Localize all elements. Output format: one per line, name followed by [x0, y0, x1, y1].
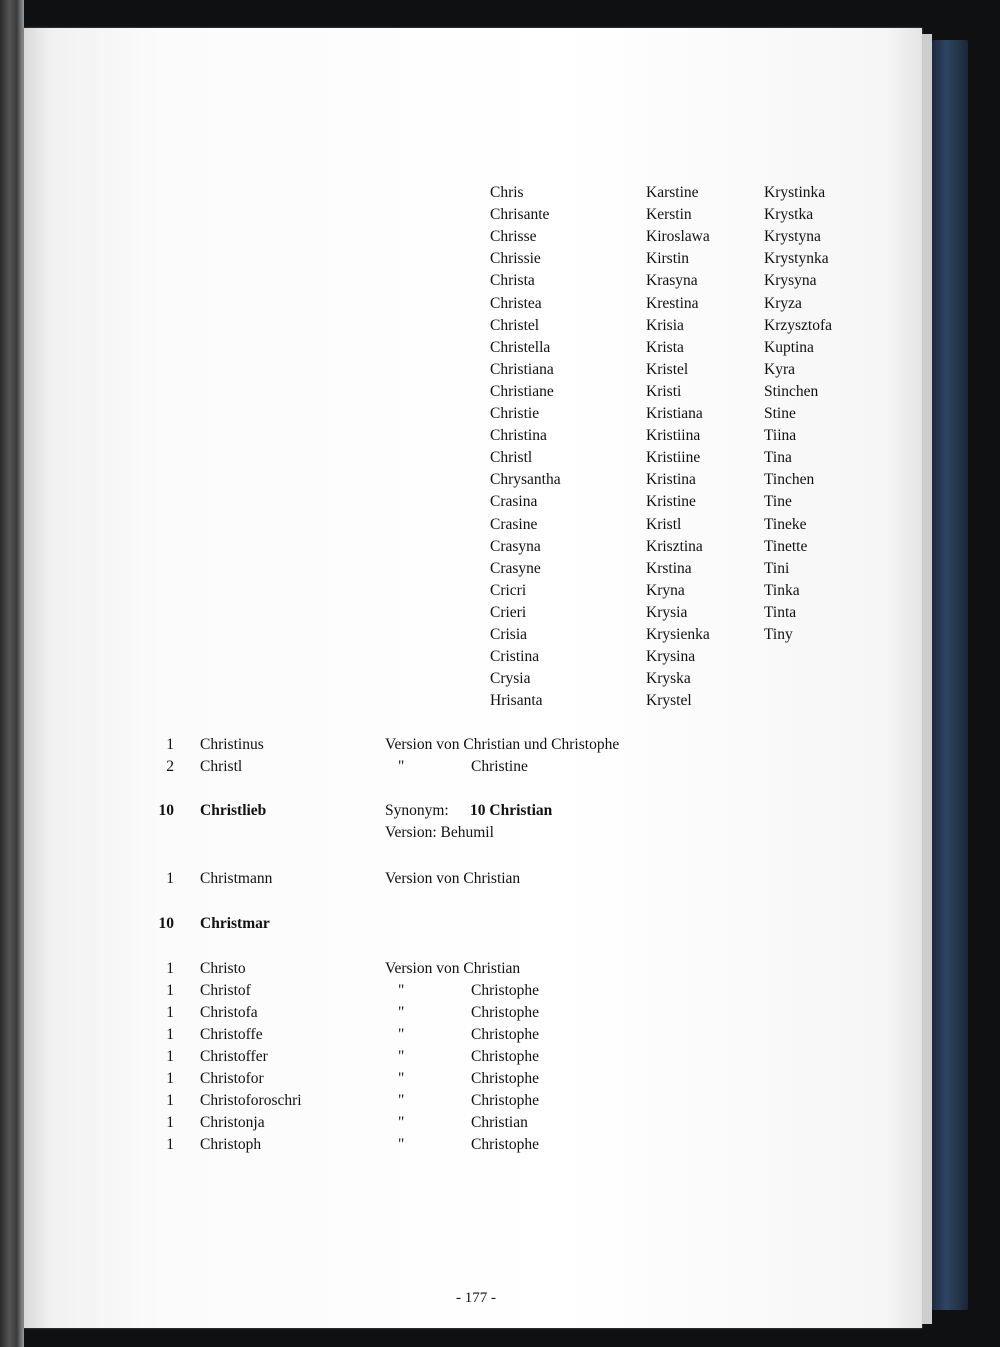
name-list-item: Kristl: [646, 515, 682, 533]
name-list-item: Cristina: [490, 648, 540, 666]
name-list-item: Kristel: [646, 360, 689, 378]
entry-name: Christl: [200, 758, 243, 775]
name-list-item: Tine: [764, 493, 792, 511]
name-list-item: Christiane: [490, 382, 554, 400]
entry-name: Christo: [200, 960, 246, 977]
entry-name: Christinus: [200, 736, 264, 753]
name-list-item: Kryna: [646, 581, 685, 599]
entry-count: 1: [166, 1070, 174, 1087]
name-list-item: Christiana: [490, 360, 554, 378]
entry-count: 1: [166, 1004, 174, 1021]
name-list-item: Chrisse: [490, 228, 537, 246]
name-list-item: Krzysztofa: [764, 316, 832, 334]
entry-name: Christoffe: [200, 1026, 263, 1043]
entry-note: Christophe: [471, 1070, 540, 1087]
page-edge-stack: [922, 34, 932, 1324]
entry-note: Synonym:: [385, 802, 449, 819]
name-list-item: Krestina: [646, 294, 699, 312]
book-spine-left: [0, 0, 24, 1347]
name-list-item: Christel: [490, 316, 540, 334]
entry-name: Christof: [200, 982, 251, 999]
entry-count: 10: [158, 915, 174, 932]
name-list-item: Christea: [490, 294, 542, 312]
entry-name: Christoph: [200, 1136, 262, 1153]
name-list-item: Christl: [490, 449, 533, 467]
entry-note: Christophe: [471, 1048, 540, 1065]
entry-note: Christine: [471, 758, 528, 775]
name-list-item: Hrisanta: [490, 692, 543, 710]
name-list-item: Christella: [490, 338, 551, 356]
entry-note: Version von Christian: [385, 960, 521, 977]
name-list-item: Crasyna: [490, 537, 541, 555]
entry-note: Christophe: [471, 1092, 540, 1109]
name-list-item: Kristina: [646, 471, 696, 489]
entry-note: Christophe: [471, 1004, 540, 1021]
name-list-item: Krisztina: [646, 537, 703, 555]
name-list-item: Christie: [490, 405, 540, 422]
name-list-item: Tineke: [764, 515, 807, 533]
ditto-mark: ": [398, 1048, 405, 1065]
entry-count: 10: [158, 802, 174, 819]
name-list-item: Crasina: [490, 493, 538, 511]
name-list-item: Krista: [646, 338, 684, 356]
name-list-item: Krysienka: [646, 626, 710, 643]
entry-note: Version von Christian: [385, 870, 521, 887]
name-list-item: Cricri: [490, 581, 527, 599]
entry-count: 1: [166, 1114, 174, 1131]
name-list-item: Krystka: [764, 206, 814, 224]
name-list-item: Tiny: [764, 626, 793, 643]
name-list-item: Kryza: [764, 294, 802, 312]
ditto-mark: ": [398, 1092, 405, 1109]
name-list-item: Kerstin: [646, 206, 692, 224]
name-list-item: Chrisante: [490, 206, 550, 224]
name-list-item: Kryska: [646, 670, 691, 688]
name-list-item: Tinette: [764, 537, 808, 555]
name-list-item: Stinchen: [764, 382, 819, 400]
name-list-item: Kyra: [764, 360, 795, 378]
name-list-item: Krystyna: [764, 228, 821, 246]
name-list-item: Christa: [490, 272, 535, 290]
name-list-item: Kuptina: [764, 338, 814, 356]
entry-synonym: 10 Christian: [470, 802, 553, 819]
entry-name: Christofa: [200, 1004, 258, 1021]
entry-note: Christian: [471, 1114, 528, 1131]
ditto-mark: ": [398, 1136, 405, 1153]
name-list-item: Crieri: [490, 603, 527, 621]
entry-name: Christonja: [200, 1114, 265, 1131]
ditto-mark: ": [398, 1114, 405, 1131]
name-list-item: Christina: [490, 427, 547, 445]
name-list-item: Stine: [764, 405, 796, 422]
name-list-item: Krystel: [646, 692, 692, 710]
name-list-item: Krstina: [646, 559, 692, 577]
name-list-item: Krystynka: [764, 250, 829, 268]
entry-count: 1: [166, 1026, 174, 1043]
name-list-item: Kirstin: [646, 250, 690, 268]
entry-name: Christlieb: [200, 802, 267, 819]
entry-note: Version von Christian und Christophe: [385, 736, 620, 753]
entry-count: 1: [166, 1136, 174, 1153]
name-list-item: Karstine: [646, 184, 699, 201]
entry-name: Christmar: [200, 915, 270, 932]
name-list-item: Kristiine: [646, 449, 701, 467]
name-list-item: Chrysantha: [490, 471, 561, 489]
page-number: - 177 -: [456, 1290, 496, 1306]
name-list-item: Tiina: [764, 427, 797, 445]
name-list-item: Crasyne: [490, 559, 541, 577]
name-list-item: Krisia: [646, 316, 684, 334]
entry-name: Christoffer: [200, 1048, 268, 1065]
entry-count: 1: [166, 982, 174, 999]
entry-note: Version: Behumil: [385, 824, 494, 841]
name-list-item: Kristiina: [646, 427, 701, 445]
entry-count: 1: [166, 960, 174, 977]
name-list-item: Tini: [764, 559, 790, 577]
name-list-item: Krysyna: [764, 272, 817, 290]
name-list-item: Chris: [490, 184, 524, 201]
entry-count: 1: [166, 870, 174, 887]
name-list-item: Kristiana: [646, 405, 703, 422]
ditto-mark: ": [398, 758, 405, 775]
name-list-item: Crisia: [490, 626, 528, 643]
name-list-item: Tinka: [764, 581, 800, 599]
entry-name: Christoforoschri: [200, 1092, 302, 1109]
name-list-item: Kristine: [646, 493, 696, 511]
entry-name: Christmann: [200, 870, 273, 887]
name-list-item: Chrissie: [490, 250, 541, 268]
name-list-item: Kristi: [646, 382, 682, 400]
name-list-item: Krasyna: [646, 272, 698, 290]
name-list-item: Tinchen: [764, 471, 815, 489]
ditto-mark: ": [398, 1026, 405, 1043]
name-list-item: Krystinka: [764, 184, 826, 201]
entry-name: Christofor: [200, 1070, 264, 1087]
ditto-mark: ": [398, 1070, 405, 1087]
entry-count: 1: [166, 1092, 174, 1109]
name-list-item: Kiroslawa: [646, 228, 710, 246]
name-list-item: Tina: [764, 449, 792, 467]
entry-note: Christophe: [471, 982, 540, 999]
book-cover-edge: [932, 40, 968, 1310]
entry-count: 1: [166, 1048, 174, 1065]
name-list-item: Crasine: [490, 515, 538, 533]
entry-note: Christophe: [471, 1026, 540, 1043]
entry-count: 2: [166, 758, 174, 775]
name-list-item: Crysia: [490, 670, 531, 688]
ditto-mark: ": [398, 1004, 405, 1021]
name-list-item: Tinta: [764, 603, 797, 621]
name-list-item: Krysina: [646, 648, 696, 666]
ditto-mark: ": [398, 982, 405, 999]
entry-note: Christophe: [471, 1136, 540, 1153]
entry-count: 1: [166, 736, 174, 753]
book-page: [24, 28, 922, 1328]
name-list-item: Krysia: [646, 603, 688, 621]
